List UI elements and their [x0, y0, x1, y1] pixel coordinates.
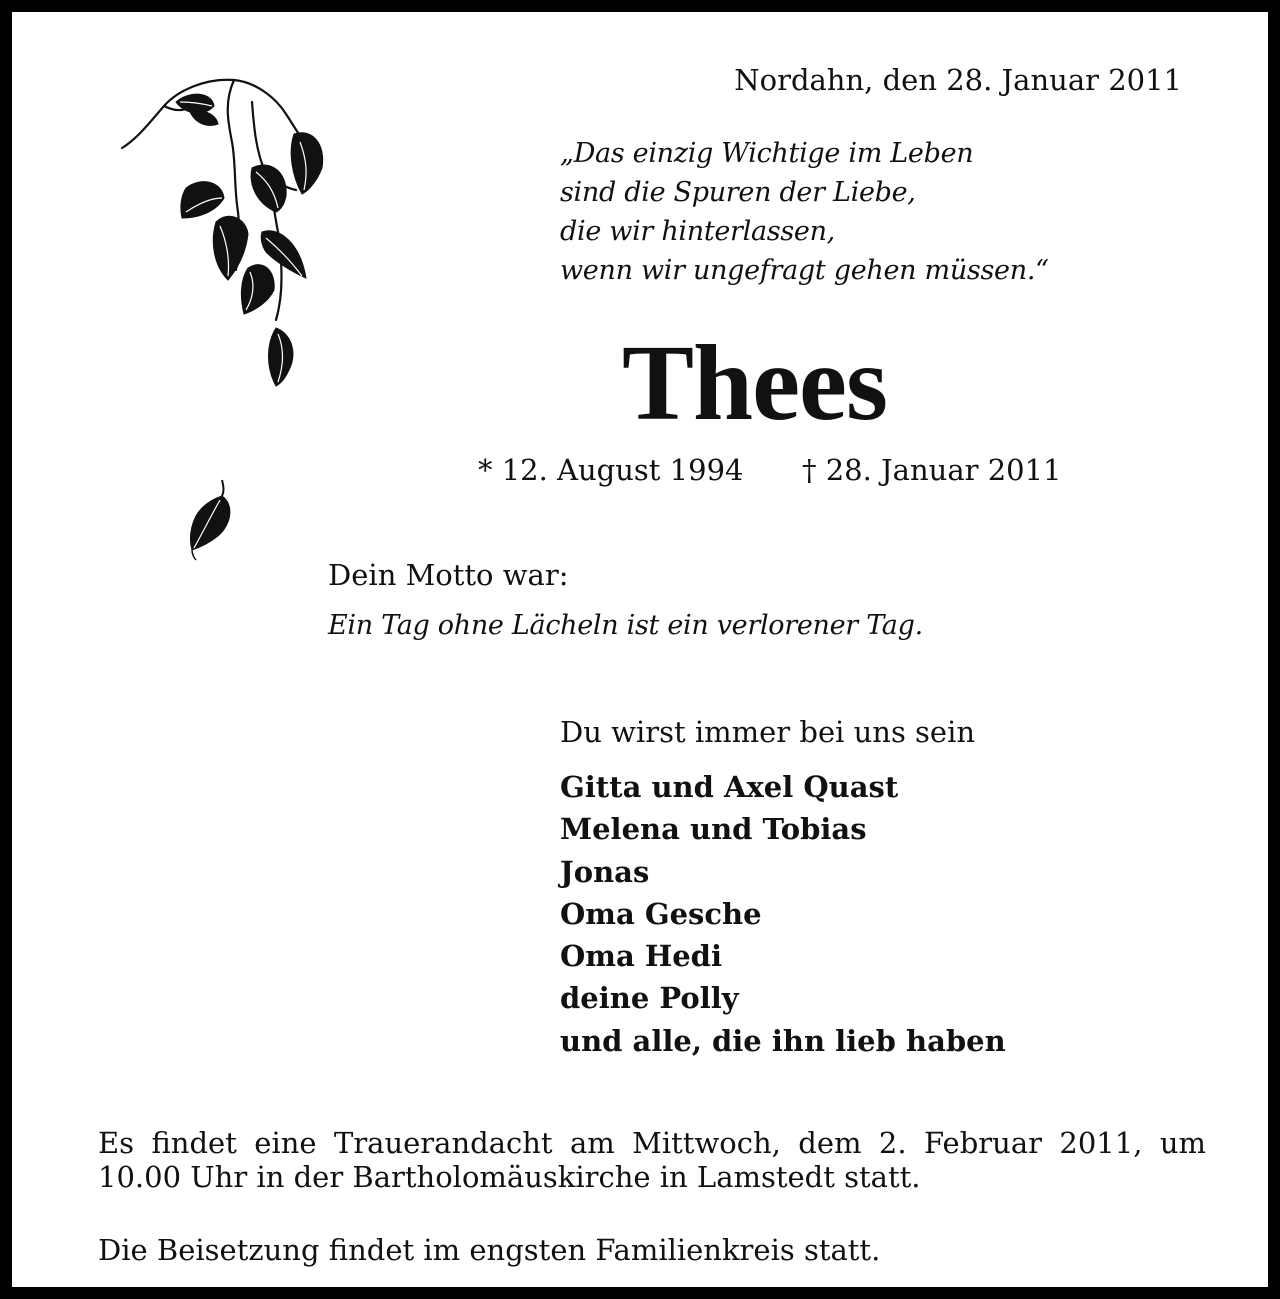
- memorial-quote: [560, 134, 1049, 290]
- deceased-name: Thees: [622, 324, 887, 443]
- quote-line: die wir hinterlassen,: [560, 216, 835, 247]
- mourner-name: Oma Gesche: [560, 896, 762, 931]
- mourner-name: Melena und Tobias: [560, 812, 867, 847]
- quote-line: „Das einzig Wichtige im Leben: [560, 138, 974, 169]
- mourner-name: Oma Hedi: [560, 939, 722, 974]
- mourner-name: Jonas: [560, 854, 650, 889]
- birth-date: * 12. August 1994: [478, 453, 744, 487]
- burial-notice: Die Beisetzung findet im engsten Familienkreis statt.: [98, 1233, 881, 1267]
- quote-line: sind die Spuren der Liebe,: [560, 177, 916, 208]
- place-date: Nordahn, den 28. Januar 2011: [734, 63, 1182, 97]
- death-date: † 28. Januar 2011: [802, 453, 1062, 487]
- service-notice: Es findet eine Trauerandacht am Mittwoch, dem 2. Februar 2011, um 10.00 Uhr in der Bartholomäuskirche in Lamstedt statt.: [98, 1126, 1206, 1194]
- falling-leaf-icon: [182, 474, 242, 564]
- leafy-branch-icon: [116, 72, 336, 392]
- mourners-list: [560, 766, 1006, 1062]
- mourner-name: Gitta und Axel Quast: [560, 770, 899, 804]
- motto-text: Ein Tag ohne Lächeln ist ein verlorener Tag.: [328, 610, 923, 641]
- motto-label: Dein Motto war:: [328, 558, 569, 592]
- mourner-name: und alle, die ihn lieb haben: [560, 1023, 1006, 1058]
- mourners-intro: Du wirst immer bei uns sein: [560, 715, 976, 749]
- mourner-name: deine Polly: [560, 981, 739, 1016]
- quote-line: wenn wir ungefragt gehen müssen.“: [560, 255, 1049, 286]
